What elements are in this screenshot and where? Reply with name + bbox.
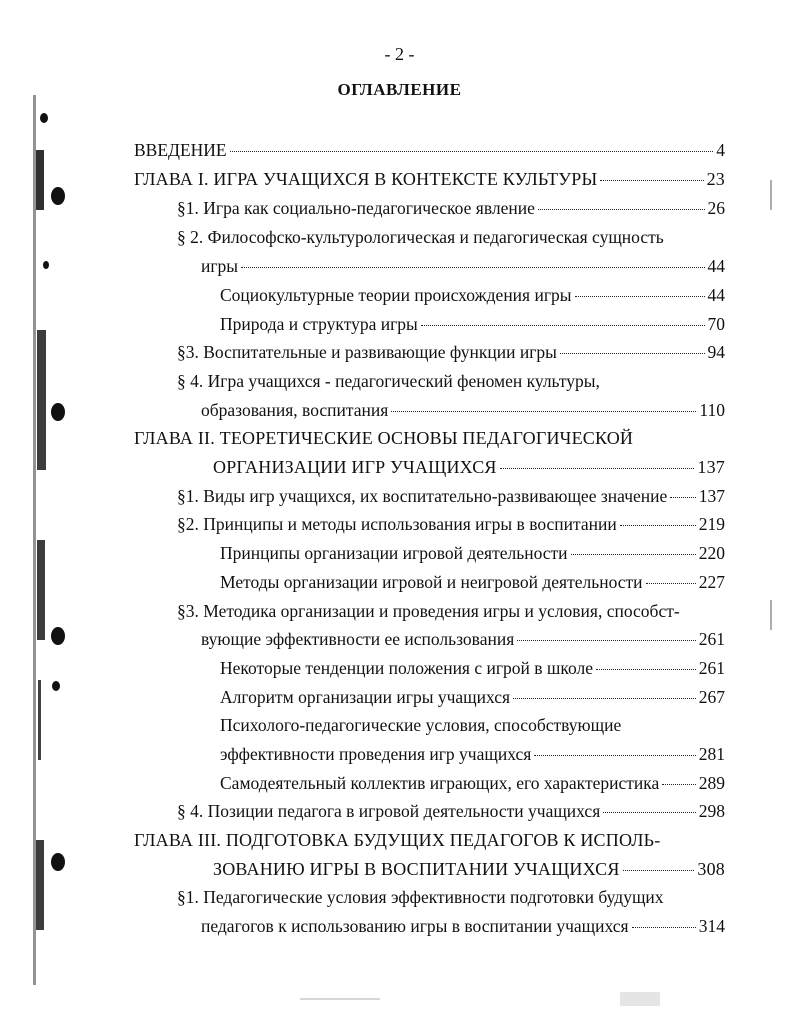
toc-entry-title: Алгоритм организации игры учащихся [220,687,511,707]
toc-subentry-collective[interactable] [220,769,725,797]
toc-entry-page: 44 [707,256,725,276]
toc-entry-2-3[interactable] [177,597,680,625]
toc-entry-title: §2. Принципы и методы использования игры в воспитании [177,514,617,534]
toc-leader-dots [632,926,696,928]
toc-subentry-principles[interactable] [220,539,725,567]
toc-entry-chapter-3-cont[interactable] [213,855,725,883]
toc-entry-page: 298 [698,801,725,821]
toc-leader-dots [241,266,704,268]
toc-entry-page: 23 [706,169,725,189]
toc-entry-title: Принципы организации игровой деятельности [220,543,568,563]
toc-entry-title: §3. Воспитательные и развивающие функции игры [177,342,557,362]
toc-entry-page: 267 [698,687,725,707]
toc-leader-dots [421,324,705,326]
toc-leader-dots [623,869,695,871]
toc-entry-chapter-2-cont[interactable] [213,453,725,481]
toc-subentry-nature[interactable] [220,310,725,338]
toc-entry-title: образования, воспитания [201,400,389,420]
toc-entry-title: Некоторые тенденции положения с игрой в школе [220,658,594,678]
toc-entry-title: ГЛАВА III. ПОДГОТОВКА БУДУЩИХ ПЕДАГОГОВ К ИСПОЛЬ- [134,830,661,850]
toc-leader-dots [391,410,696,412]
toc-entry-title: §1. Виды игр учащихся, их воспитательно-развивающее значение [177,486,668,506]
toc-entry-page: 4 [716,140,725,160]
toc-leader-dots [646,582,696,584]
toc-leader-dots [603,811,696,813]
toc-leader-dots [670,496,695,498]
toc-entry-page: 220 [698,543,725,563]
toc-entry-page: 219 [698,514,725,534]
toc-subentry-theories[interactable] [220,281,725,309]
toc-entry-page: 137 [698,486,725,506]
toc-subentry-algorithm[interactable] [220,683,725,711]
toc-entry-2-3-cont[interactable] [201,625,725,653]
toc-entry-title: Методы организации игровой и неигровой деятельности [220,572,643,592]
toc-leader-dots [596,668,696,670]
toc-entry-chapter-3[interactable] [134,826,660,854]
scan-right-artifact [742,0,799,1025]
toc-entry-3-1-cont[interactable] [201,912,725,940]
toc-leader-dots [538,208,705,210]
toc-entry-1-4[interactable] [177,367,600,395]
toc-entry-title: эффективности проведения игр учащихся [220,744,532,764]
toc-entry-title: Самодеятельный коллектив играющих, его характеристика [220,773,660,793]
toc-leader-dots [600,179,703,181]
toc-leader-dots [575,295,705,297]
toc-entry-page: 44 [707,285,725,305]
toc-entry-title: §1. Педагогические условия эффективности подготовки будущих [177,887,664,907]
toc-entry-title: игры [201,256,239,276]
toc-subentry-trends[interactable] [220,654,725,682]
toc-entry-title: § 4. Игра учащихся - педагогический феномен культуры, [177,371,600,391]
toc-entry-title: ЗОВАНИЮ ИГРЫ В ВОСПИТАНИИ УЧАЩИХСЯ [213,859,620,879]
toc-entry-page: 261 [698,658,725,678]
toc-entry-title: Психолого-педагогические условия, способствующие [220,715,622,735]
toc-entry-2-4[interactable] [177,797,725,825]
toc-subentry-conditions[interactable] [220,711,621,739]
toc-entry-title: ОРГАНИЗАЦИИ ИГР УЧАЩИХСЯ [213,457,497,477]
toc-leader-dots [230,150,714,152]
toc-entry-page: 70 [707,314,725,334]
toc-leader-dots [534,754,695,756]
toc-entry-page: 110 [699,400,725,420]
scan-bottom-artifact [0,990,799,1025]
toc-entry-page: 137 [697,457,725,477]
toc-entry-title: ВВЕДЕНИЕ [134,140,227,160]
toc-entry-page: 94 [707,342,725,362]
toc-entry-title: Природа и структура игры [220,314,418,334]
toc-entry-1-1[interactable] [177,194,725,222]
toc-leader-dots [513,697,696,699]
toc-entry-title: § 4. Позиции педагога в игровой деятельности учащихся [177,801,601,821]
page-number: - 2 - [384,44,415,64]
toc-entry-1-4-cont[interactable] [201,396,725,424]
toc-entry-page: 26 [707,198,725,218]
toc-leader-dots [662,783,695,785]
toc-entry-chapter-2[interactable] [134,424,633,452]
toc-entry-page: 289 [698,773,725,793]
toc-leader-dots [620,524,696,526]
toc-entry-title: §3. Методика организации и проведения игры и условия, способст- [177,601,680,621]
toc-heading: ОГЛАВЛЕНИЕ [337,80,462,99]
toc-leader-dots [560,352,705,354]
toc-subentry-conditions-cont[interactable] [220,740,725,768]
toc-leader-dots [517,639,695,641]
toc-entry-title: ГЛАВА II. ТЕОРЕТИЧЕСКИЕ ОСНОВЫ ПЕДАГОГИЧЕСКОЙ [134,428,634,448]
toc-entry-page: 227 [698,572,725,592]
toc-entry-title: вующие эффективности ее использования [201,629,515,649]
toc-entry-title: §1. Игра как социально-педагогическое явление [177,198,535,218]
toc-entry-page: 261 [698,629,725,649]
toc-entry-page: 308 [697,859,725,879]
toc-entry-title: § 2. Философско-культурологическая и педагогическая сущность [177,227,664,247]
toc-entry-1-3[interactable] [177,338,725,366]
scan-edge-artifact [0,0,70,1025]
toc-entry-title: Социокультурные теории происхождения игры [220,285,572,305]
toc-entry-2-2[interactable] [177,510,725,538]
toc-entry-1-2-cont[interactable] [201,252,725,280]
toc-subentry-methods[interactable] [220,568,725,596]
toc-entry-3-1[interactable] [177,883,664,911]
toc-leader-dots [571,553,696,555]
toc-entry-title: ГЛАВА I. ИГРА УЧАЩИХСЯ В КОНТЕКСТЕ КУЛЬТУРЫ [134,169,598,189]
toc-entry-2-1[interactable] [177,482,725,510]
toc-entry-1-2[interactable] [177,223,664,251]
toc-entry-introduction[interactable] [134,136,725,164]
toc-entry-chapter-1[interactable] [134,165,725,193]
toc-entry-page: 314 [698,916,725,936]
toc-entry-page: 281 [698,744,725,764]
toc-leader-dots [500,467,695,469]
toc-entry-title: педагогов к использованию игры в воспитании учащихся [201,916,629,936]
